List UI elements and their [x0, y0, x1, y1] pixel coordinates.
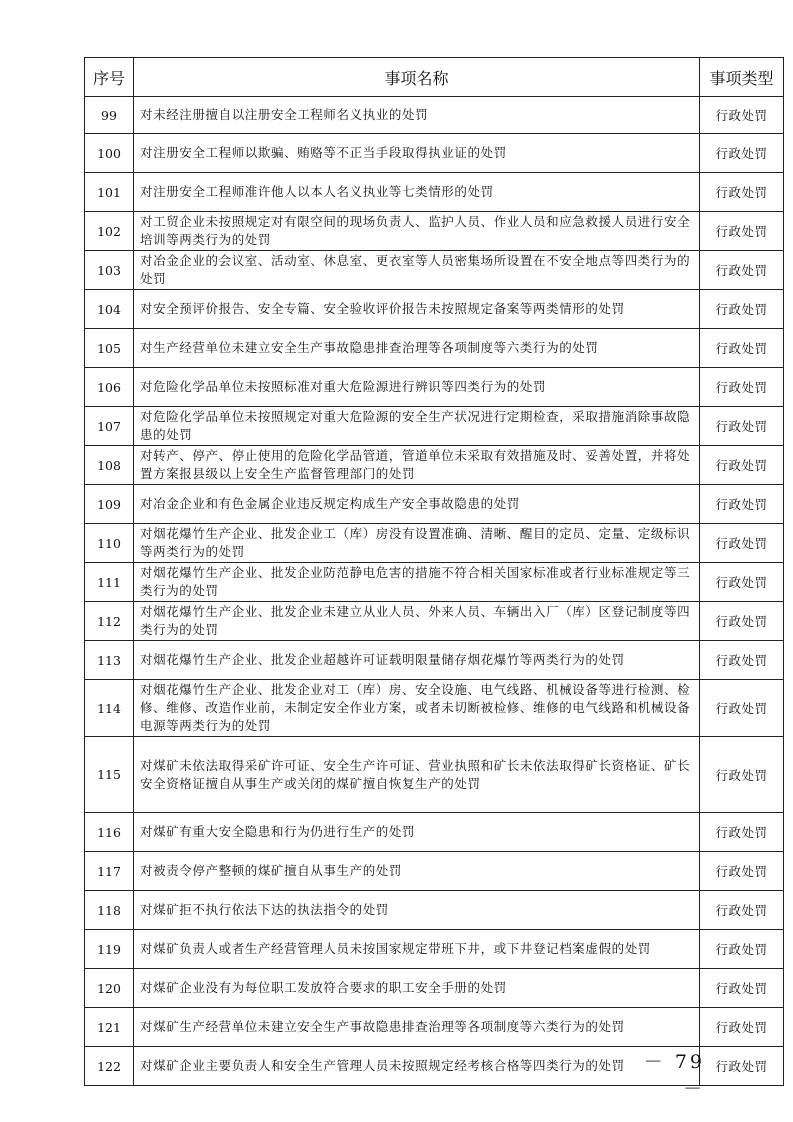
row-type: 行政处罚: [700, 891, 784, 930]
row-no: 114: [85, 680, 134, 737]
row-no: 101: [85, 173, 134, 212]
table-row: [85, 446, 784, 485]
row-type: 行政处罚: [700, 134, 784, 173]
row-no: 109: [85, 485, 134, 524]
row-no: 119: [85, 930, 134, 969]
header-name: 事项名称: [134, 58, 700, 97]
table-row: [85, 930, 784, 969]
row-no: 112: [85, 602, 134, 641]
row-no: 99: [85, 97, 134, 134]
row-no: 108: [85, 446, 134, 485]
row-name: 对注册安全工程师以欺骗、贿赂等不正当手段取得执业证的处罚: [134, 134, 700, 173]
row-type: 行政处罚: [700, 641, 784, 680]
table-row: [85, 969, 784, 1008]
row-name: 对被责令停产整顿的煤矿擅自从事生产的处罚: [134, 852, 700, 891]
table-row: [85, 368, 784, 407]
row-name: 对未经注册擅自以注册安全工程师名义执业的处罚: [134, 97, 700, 134]
row-name: 对煤矿拒不执行依法下达的执法指令的处罚: [134, 891, 700, 930]
row-type: 行政处罚: [700, 680, 784, 737]
table-row: [85, 134, 784, 173]
table-row: [85, 290, 784, 329]
table-row: [85, 485, 784, 524]
row-type: 行政处罚: [700, 524, 784, 563]
row-no: 115: [85, 737, 134, 813]
row-no: 104: [85, 290, 134, 329]
row-name: 对煤矿未依法取得采矿许可证、安全生产许可证、营业执照和矿长未依法取得矿长资格证、矿长安全资格证擅自从事生产或关闭的煤矿擅自恢复生产的处罚: [134, 737, 700, 813]
row-name: 对注册安全工程师准许他人以本人名义执业等七类情形的处罚: [134, 173, 700, 212]
row-type: 行政处罚: [700, 813, 784, 852]
table-row: [85, 251, 784, 290]
row-name: 对危险化学品单位未按照规定对重大危险源的安全生产状况进行定期检查，采取措施消除事故隐患的处罚: [134, 407, 700, 446]
row-type: 行政处罚: [700, 969, 784, 1008]
row-type: 行政处罚: [700, 446, 784, 485]
row-name: 对冶金企业的会议室、活动室、休息室、更衣室等人员密集场所设置在不安全地点等四类行为的处罚: [134, 251, 700, 290]
row-name: 对煤矿负责人或者生产经营管理人员未按国家规定带班下井，或下井登记档案虚假的处罚: [134, 930, 700, 969]
row-type: 行政处罚: [700, 737, 784, 813]
row-no: 117: [85, 852, 134, 891]
row-no: 100: [85, 134, 134, 173]
row-name: 对冶金企业和有色金属企业违反规定构成生产安全事故隐患的处罚: [134, 485, 700, 524]
items-table: [84, 57, 784, 1086]
table-row: [85, 737, 784, 813]
table-header-row: [85, 58, 784, 97]
row-name: 对烟花爆竹生产企业、批发企业工（库）房没有设置准确、清晰、醒目的定员、定量、定级标识等两类行为的处罚: [134, 524, 700, 563]
row-no: 110: [85, 524, 134, 563]
row-name: 对烟花爆竹生产企业、批发企业防范静电危害的措施不符合相关国家标准或者行业标准规定等三类行为的处罚: [134, 563, 700, 602]
row-no: 122: [85, 1047, 134, 1086]
row-type: 行政处罚: [700, 251, 784, 290]
row-name: 对煤矿企业主要负责人和安全生产管理人员未按照规定经考核合格等四类行为的处罚: [134, 1047, 700, 1086]
header-no: 序号: [85, 58, 134, 97]
table-row: [85, 891, 784, 930]
table-row: [85, 1008, 784, 1047]
row-type: 行政处罚: [700, 407, 784, 446]
table-row: [85, 563, 784, 602]
row-no: 106: [85, 368, 134, 407]
table-row: [85, 602, 784, 641]
table-row: [85, 813, 784, 852]
row-type: 行政处罚: [700, 563, 784, 602]
row-type: 行政处罚: [700, 368, 784, 407]
row-name: 对工贸企业未按照规定对有限空间的现场负责人、监护人员、作业人员和应急救援人员进行安全培训等两类行为的处罚: [134, 212, 700, 251]
table-row: [85, 852, 784, 891]
row-name: 对危险化学品单位未按照标准对重大危险源进行辨识等四类行为的处罚: [134, 368, 700, 407]
row-type: 行政处罚: [700, 930, 784, 969]
row-no: 113: [85, 641, 134, 680]
row-name: 对烟花爆竹生产企业、批发企业对工（库）房、安全设施、电气线路、机械设备等进行检测、检修、维修、改造作业前，未制定安全作业方案，或者未切断被检修、维修的电气线路和机械设备电源等两类行为的处罚: [134, 680, 700, 737]
row-name: 对安全预评价报告、安全专篇、安全验收评价报告未按照规定备案等两类情形的处罚: [134, 290, 700, 329]
row-type: 行政处罚: [700, 485, 784, 524]
table-row: [85, 680, 784, 737]
row-type: 行政处罚: [700, 290, 784, 329]
row-name: 对烟花爆竹生产企业、批发企业未建立从业人员、外来人员、车辆出入厂（库）区登记制度等四类行为的处罚: [134, 602, 700, 641]
table-row: [85, 173, 784, 212]
row-name: 对煤矿生产经营单位未建立安全生产事故隐患排查治理等各项制度等六类行为的处罚: [134, 1008, 700, 1047]
table-row: [85, 97, 784, 134]
row-no: 120: [85, 969, 134, 1008]
row-type: 行政处罚: [700, 602, 784, 641]
row-no: 103: [85, 251, 134, 290]
row-no: 111: [85, 563, 134, 602]
row-no: 118: [85, 891, 134, 930]
row-name: 对烟花爆竹生产企业、批发企业超越许可证载明限量储存烟花爆竹等两类行为的处罚: [134, 641, 700, 680]
row-no: 116: [85, 813, 134, 852]
table-row: [85, 329, 784, 368]
row-type: 行政处罚: [700, 212, 784, 251]
row-type: 行政处罚: [700, 1008, 784, 1047]
row-type: 行政处罚: [700, 173, 784, 212]
row-no: 121: [85, 1008, 134, 1047]
page-number: － 79 －: [643, 1051, 705, 1100]
row-name: 对煤矿有重大安全隐患和行为仍进行生产的处罚: [134, 813, 700, 852]
row-name: 对转产、停产、停止使用的危险化学品管道，管道单位未采取有效措施及时、妥善处置，并将处置方案报县级以上安全生产监督管理部门的处罚: [134, 446, 700, 485]
header-type: 事项类型: [700, 58, 784, 97]
row-type: 行政处罚: [700, 97, 784, 134]
table-row: [85, 407, 784, 446]
row-no: 105: [85, 329, 134, 368]
row-no: 102: [85, 212, 134, 251]
row-type: 行政处罚: [700, 329, 784, 368]
table-row: [85, 641, 784, 680]
row-no: 107: [85, 407, 134, 446]
table-row: [85, 524, 784, 563]
row-name: 对煤矿企业没有为每位职工发放符合要求的职工安全手册的处罚: [134, 969, 700, 1008]
row-type: 行政处罚: [700, 1047, 784, 1086]
row-name: 对生产经营单位未建立安全生产事故隐患排查治理等各项制度等六类行为的处罚: [134, 329, 700, 368]
row-type: 行政处罚: [700, 852, 784, 891]
table-row: [85, 212, 784, 251]
